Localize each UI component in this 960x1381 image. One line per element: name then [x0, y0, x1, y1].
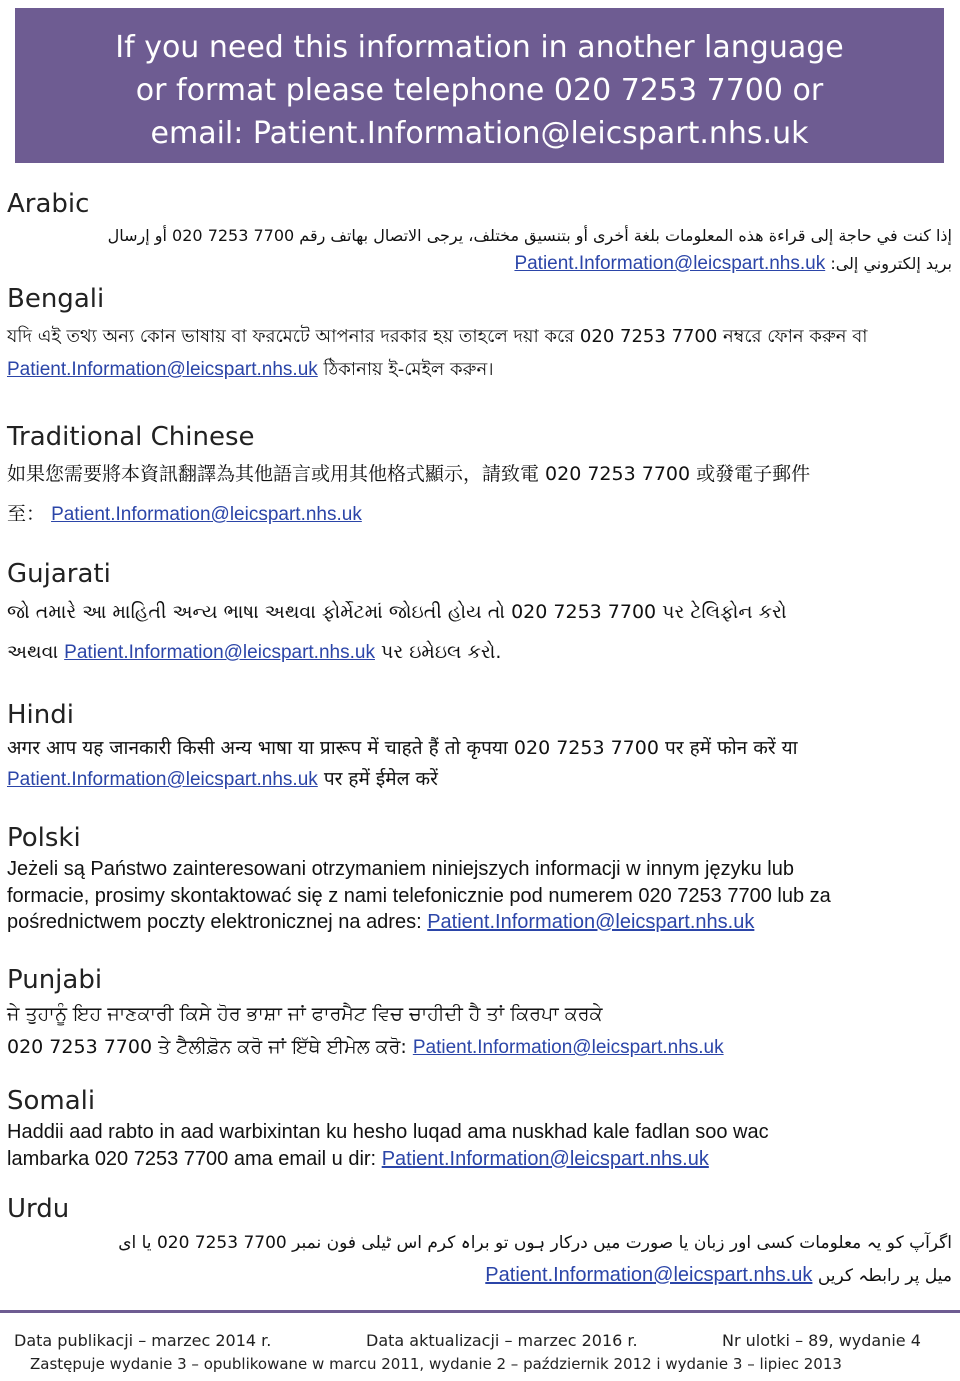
section-punjabi — [7, 964, 952, 1063]
bengali-email-suffix: ঠিকানায় ই-মেইল করুন। — [323, 359, 494, 380]
language-title: Punjabi — [7, 965, 103, 995]
banner-line-1: If you need this information in another language — [115, 30, 844, 65]
language-title: Arabic — [7, 189, 90, 219]
footer — [0, 1310, 960, 1381]
email-link[interactable]: Patient.Information@leicspart.nhs.uk — [485, 1264, 813, 1286]
section-gujarati — [7, 558, 952, 668]
arabic-line-1: إذا كنت في حاجة إلى قراءة هذه المعلومات بلغة أخرى أو بتنسيق مختلف، يرجى الاتصال بهاتف رقم 7700 7253 020 أو إرسال — [107, 226, 952, 245]
email-link[interactable]: Patient.Information@leicspart.nhs.uk — [412, 1037, 724, 1058]
gujarati-line-2 — [7, 637, 952, 668]
gujarati-line-1: જો તમારે આ માહિતી અન્ય ભાષા અથવા ફોર્મેટમાં જોઇતી હોય તો 020 7253 7700 પર ટેલિફોન કરો — [7, 601, 787, 623]
punjabi-line-2 — [7, 1032, 952, 1063]
chinese-email-prefix: 至： — [7, 503, 46, 525]
urdu-email-suffix: میل پر رابطہ کریں — [817, 1266, 952, 1286]
polski-line-3 — [7, 909, 952, 935]
chinese-line-2 — [7, 499, 952, 530]
email-link[interactable]: Patient.Information@leicspart.nhs.uk — [64, 642, 375, 663]
banner-line-2: or format please telephone 020 7253 7700 or — [135, 73, 824, 108]
info-banner — [15, 8, 944, 163]
punjabi-email-prefix: 020 7253 7700 ਤੇ ਟੈਲੀਫ਼ੋਨ ਕਰੋ ਜਾਂ ਇੱਥੇ ਈਮੇਲ ਕਰੋ: — [7, 1036, 407, 1058]
language-title: Bengali — [7, 284, 105, 314]
update-date: Data aktualizacji – marzec 2016 r. — [366, 1331, 638, 1350]
polski-line-1: Jeżeli są Państwo zainteresowani otrzymaniem niniejszych informacji w innym języku lub — [7, 858, 794, 880]
somali-line-2 — [7, 1146, 952, 1173]
gujarati-email-suffix: પર ઇમેઇલ કરો. — [381, 641, 502, 663]
urdu-line-1: اگرآپ کو یہ معلومات کسی اور زبان یا صورت میں درکار ہوں تو براہ کرم اس ٹیلی فون نمبر 7700 7253 020 یا ای — [118, 1233, 952, 1253]
section-polski — [7, 822, 952, 935]
bengali-line-2 — [7, 355, 952, 385]
hindi-email-suffix: पर हमें ईमेल करें — [323, 768, 438, 790]
arabic-line-2 — [7, 250, 952, 278]
replaces-editions: Zastępuje wydanie 3 – opublikowane w marcu 2011, wydanie 2 – październik 2012 i wydanie 3 – lipiec 2013 — [30, 1355, 842, 1373]
hindi-line-2 — [7, 764, 952, 795]
email-link[interactable]: Patient.Information@leicspart.nhs.uk — [514, 253, 826, 274]
email-link[interactable]: Patient.Information@leicspart.nhs.uk — [7, 769, 318, 790]
language-title: Hindi — [7, 700, 74, 730]
section-urdu — [7, 1193, 952, 1292]
section-chinese — [7, 421, 952, 530]
section-hindi — [7, 699, 952, 795]
leaflet-number: Nr ulotki – 89, wydanie 4 — [722, 1331, 921, 1350]
urdu-line-2 — [7, 1259, 952, 1292]
arabic-email-prefix: بريد إلكتروني إلى: — [830, 254, 952, 273]
somali-email-prefix: lambarka 020 7253 7700 ama email u dir: — [7, 1148, 377, 1170]
bengali-line-1: যদি এই তথ্য অন্য কোন ভাষায় বা ফরমেটে আপনার দরকার হয় তাহলে দয়া করে 020 7253 7700 নম্বরে ফোন করুন বা — [7, 326, 868, 347]
polski-email-prefix: pośrednictwem poczty elektronicznej na adres: — [7, 911, 422, 933]
gujarati-email-prefix: અથવા — [7, 641, 59, 663]
language-title: Traditional Chinese — [7, 422, 255, 452]
email-link[interactable]: Patient.Information@leicspart.nhs.uk — [51, 504, 362, 525]
hindi-line-1: अगर आप यह जानकारी किसी अन्य भाषा या प्रारूप में चाहते हैं तो कृपया 020 7253 7700 पर हमें फोन करें या — [7, 737, 798, 759]
publication-date: Data publikacji – marzec 2014 r. — [14, 1331, 272, 1350]
banner-line-3: email: Patient.Information@leicspart.nhs.uk — [150, 116, 809, 151]
email-link[interactable]: Patient.Information@leicspart.nhs.uk — [7, 359, 318, 380]
somali-line-1: Haddii aad rabto in aad warbixintan ku hesho luqad ama nuskhad kale fadlan soo wac — [7, 1121, 769, 1143]
section-arabic — [7, 188, 952, 278]
email-link[interactable]: Patient.Information@leicspart.nhs.uk — [381, 1148, 709, 1170]
chinese-line-1: 如果您需要將本資訊翻譯為其他語言或用其他格式顯示，請致電 020 7253 7700 或發電子郵件 — [7, 463, 811, 485]
language-title: Polski — [7, 823, 81, 853]
language-title: Somali — [7, 1086, 96, 1116]
section-somali — [7, 1085, 952, 1173]
language-title: Urdu — [7, 1194, 70, 1224]
email-link[interactable]: Patient.Information@leicspart.nhs.uk — [427, 911, 755, 933]
section-bengali — [7, 283, 952, 385]
punjabi-line-1: ਜੇ ਤੁਹਾਨੂੰ ਇਹ ਜਾਣਕਾਰੀ ਕਿਸੇ ਹੋਰ ਭਾਸ਼ਾ ਜਾਂ ਫਾਰਮੈਟ ਵਿਚ ਚਾਹੀਦੀ ਹੈ ਤਾਂ ਕਿਰਪਾ ਕਰਕੇ — [7, 1003, 603, 1025]
polski-line-2: formacie, prosimy skontaktować się z nami telefonicznie pod numerem 020 7253 7700 lub za — [7, 885, 831, 907]
language-title: Gujarati — [7, 559, 111, 589]
